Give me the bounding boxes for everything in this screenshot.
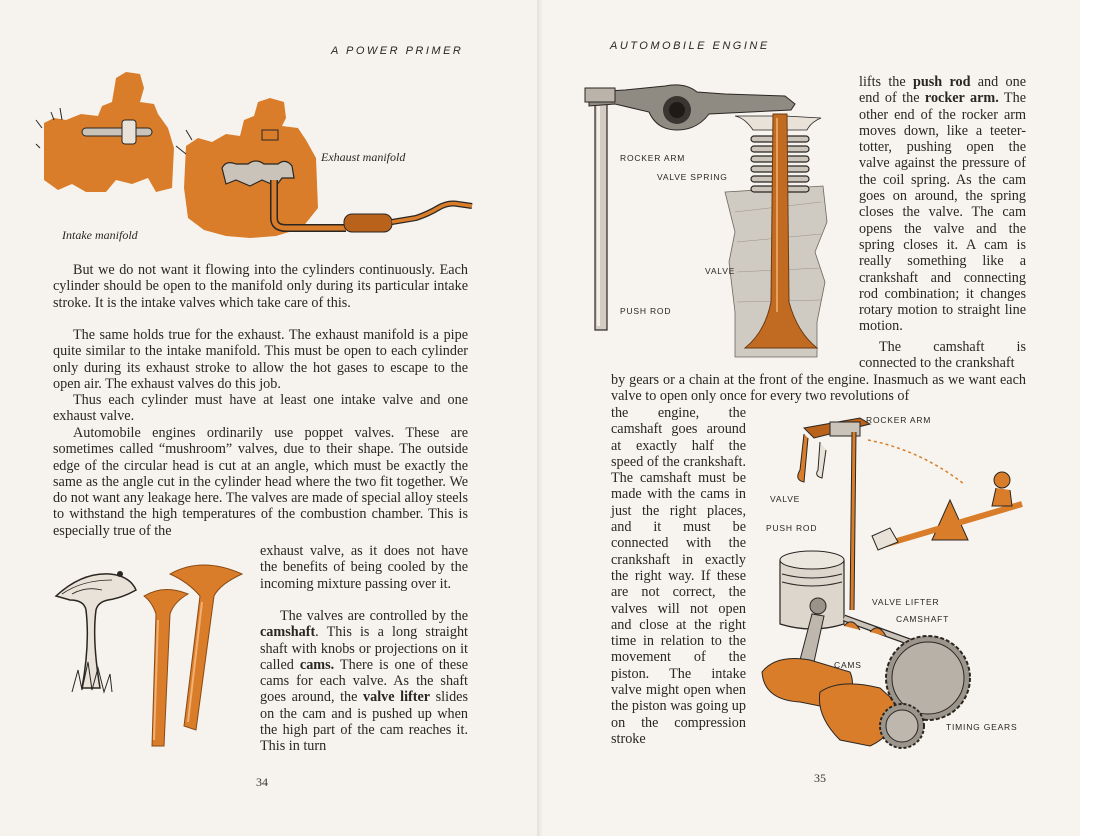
paragraph-intake-valves: But we do not want it flowing into the cylinders continuously. Each cylinder should be open to the manifold only during its particular intake stroke. It is the intake valves which take care of this. <box>53 262 468 311</box>
label-valve-spring: VALVE SPRING <box>657 172 728 182</box>
page-edge <box>1080 0 1097 836</box>
paragraph-exhaust-valve-cont: exhaust valve, as it does not have the benefits of being cooled by the incoming mixture passing over it. <box>260 543 468 592</box>
label-push-rod-2: PUSH ROD <box>766 523 818 533</box>
paragraph-exhaust: The same holds true for the exhaust. The exhaust manifold is a pipe quite similar to the intake manifold. This must be open to each cylinder only during its exhaust stroke to allow the hot gases to escape to the open air. The exhaust valves do this job. <box>53 327 468 392</box>
teeter-totter-drawing <box>868 440 1022 550</box>
mushroom-drawing <box>56 571 136 692</box>
label-timing-gears: TIMING GEARS <box>946 722 1018 732</box>
label-push-rod: PUSH ROD <box>620 306 672 316</box>
intake-engine-silhouette <box>36 72 174 192</box>
exhaust-engine-silhouette <box>176 98 472 238</box>
piston-drawing <box>780 551 844 662</box>
label-valve: VALVE <box>705 266 736 276</box>
paragraph-camshaft-connected: The camshaft is connected to the crankshaft <box>859 339 1026 372</box>
valve-train-illustration <box>760 410 1080 760</box>
right-page-number: 35 <box>814 771 826 785</box>
paragraph-camshaft: The valves are controlled by the camshaft. This is a long straight shaft with knobs or projections on it called cams. There is one of these cams for each valve. As the shaft goes around, the valve lifter slides on the cam and is pushed up when the high part of the cam reaches it. This in turn <box>260 608 468 755</box>
left-page-number: 34 <box>256 775 268 789</box>
right-running-header: AUTOMOBILE ENGINE <box>610 40 770 52</box>
left-running-header: A POWER PRIMER <box>331 45 464 57</box>
exhaust-manifold-caption: Exhaust manifold <box>321 150 406 164</box>
label-camshaft: CAMSHAFT <box>896 614 950 624</box>
push-rod-drawing <box>595 102 607 330</box>
poppet-valves-drawing <box>144 565 242 746</box>
paragraph-two-valves: Thus each cylinder must have at least one intake valve and one exhaust valve. <box>53 392 468 425</box>
label-cams: CAMS <box>834 660 862 670</box>
paragraph-push-rod: lifts the push rod and one end of the rocker arm. The other end of the rocker arm moves down, like a teeter-totter, pushing open the valve against the pressure of the coil spring. As the cam goes on around, the spring closes the valve. The cam opens the valve and the spring closes it. A cam is really something like a crankshaft and connecting rod combination; it changes rotary motion to straight line motion. <box>859 74 1026 335</box>
mushroom-valves-illustration <box>52 550 252 750</box>
book-gutter <box>537 0 543 836</box>
paragraph-poppet-valves: Automobile engines ordinarily use poppet valves. These are sometimes called “mushroom” valves, due to their shape. The outside edge of the circular head is cut at an angle, which must be exactly the same as the angle cut in the cylinder head where the two fit together. We do not want any leakage here. The valves are made of special alloy steels to withstand the high temperatures of the combustion chamber. This is especially true of the <box>53 425 468 539</box>
manifold-illustration <box>36 68 476 248</box>
label-rocker-arm-2: ROCKER ARM <box>866 415 932 425</box>
label-rocker-arm: ROCKER ARM <box>620 153 686 163</box>
intake-manifold-caption: Intake manifold <box>62 228 138 242</box>
paragraph-gears-chain: by gears or a chain at the front of the engine. Inasmuch as we want each valve to open only once for every two revolutions of <box>611 372 1026 405</box>
label-valve-lifter: VALVE LIFTER <box>872 597 940 607</box>
label-valve-2: VALVE <box>770 494 801 504</box>
paragraph-half-speed: the engine, the camshaft goes around at exactly half the speed of the crankshaft. The camshaft must be made with the cams in just the right places, and it must be connected with the crankshaft in exactly the right way. If these are not correct, the valves will not open and close at the right time in relation to the movement of the piston. The intake valve might open when the piston was going up on the compression stroke <box>611 405 746 747</box>
